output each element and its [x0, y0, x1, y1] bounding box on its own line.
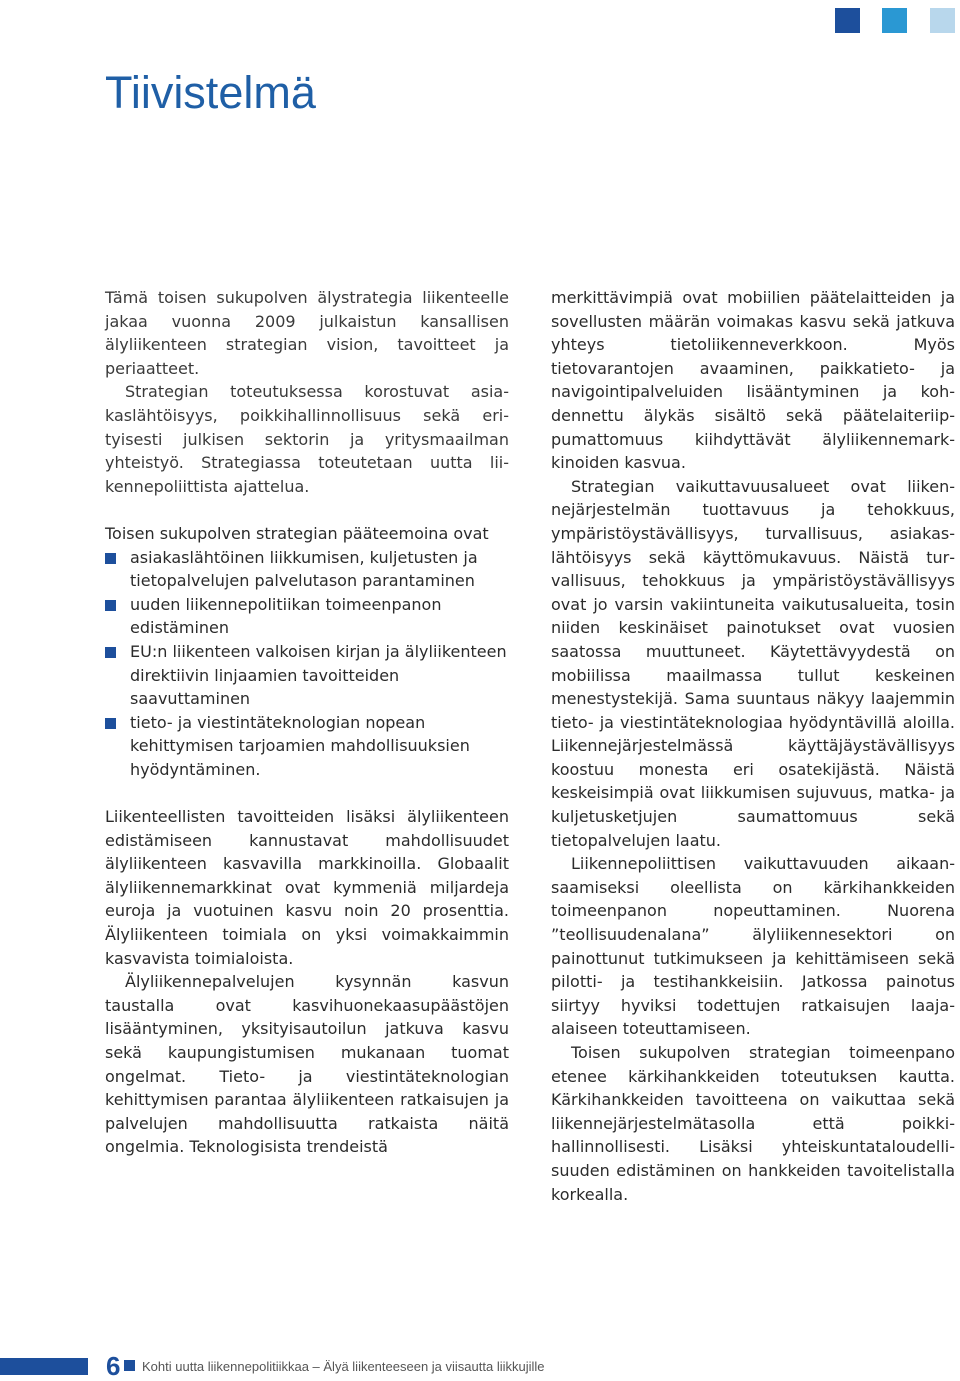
- list-item-text: tieto- ja viestintäteknologian nopean kehittymisen tarjoamien mahdollisuuksien hyödyntäminen.: [130, 712, 470, 779]
- right-paragraph-1: merkittävimpiä ovat mobiilien päätelaitteiden ja sovellusten määrän voimakas kasvu sekä jatkuva yhteys tietoliikenneverkkoon. Myös tietovarantojen avaaminen, paikkatieto- ja navigointipalveluiden lisääntyminen ja kohdennettu älykäs sisältö sekä päätelaiteriippumattomuus kiihdyttävät älyliikennemarkkinoiden kasvua.: [551, 288, 955, 473]
- left-column: [105, 286, 509, 1159]
- corner-square-mid-blue: [882, 8, 907, 33]
- footer-bar: [0, 1358, 88, 1375]
- intro-paragraph-1: Tämä toisen sukupolven älystrategia liikenteelle jakaa vuonna 2009 julkaistun kansallisen älyliikenteen strategian vision, tavoitteet ja periaatteet.: [105, 288, 509, 378]
- list-item: [105, 546, 509, 593]
- page-title: Tiivistelmä: [105, 67, 316, 118]
- square-bullet-icon: [105, 553, 116, 564]
- list-item-text: asiakaslähtöinen liikkumisen, kuljetusten ja tietopalvelujen palvelutason parantaminen: [130, 547, 478, 591]
- list-item-text: uuden liikennepolitiikan toimeenpanon edistäminen: [130, 594, 442, 638]
- right-paragraph-2: Strategian vaikuttavuusalueet ovat liikennejärjestelmän tuottavuus ja tehokkuus, ympäristöystävällisyys, turvallisuus, asiakaslähtöisyys sekä käyttömukavuus. Näistä turvallisuus, tehokkuus ja ympäristöystävällisyys ovat jo varsin vakiintuneita vaikutusalueita, tosin niiden keskinäiset painotukset ovat vuosien saatossa muuttuneet. Käytettävyydestä on mobiilissa maailmassa tullut keskeinen menestystekijä. Sama suuntaus näkyy laajemmin tieto- ja viestintäteknologiaa hyödyntävillä aloilla. Liikennejärjestelmässä käyttäjäystävällisyys koostuu monesta eri osatekijästä. Näistä keskeisimpiä ovat liikkumisen sujuvuus, matka- ja kuljetusketjujen saumattomuus sekä tietopalvelujen laatu.: [551, 476, 955, 850]
- intro-paragraph-2: Strategian toteutuksessa korostuvat asiakaslähtöisyys, poikkihallinnollisuus sekä erityisesti julkisen sektorin ja yritysmaailman yhteistyö. Strategiassa toteutetaan uutta liikennepoliittista ajattelua.: [105, 382, 509, 496]
- right-paragraph-4: Toisen sukupolven strategian toimeenpano etenee kärkihankkeiden toteutuksen kautta. Kärkihankkeiden tavoitteena on vaikuttaa sekä liikennejärjestelmätasolla että poikkihallinnollisesti. Lisäksi yhteiskuntataloudellisuuden edistäminen on hankkeiden tavoitelistalla korkealla.: [551, 1043, 955, 1204]
- right-column: [551, 286, 955, 1206]
- running-footer: Kohti uutta liikennepolitiikkaa – Älyä liikenteeseen ja viisautta liikkujille: [142, 1359, 545, 1374]
- corner-square-dark-blue: [835, 8, 860, 33]
- square-bullet-icon: [105, 718, 116, 729]
- footer-square-icon: [124, 1360, 135, 1371]
- square-bullet-icon: [105, 647, 116, 658]
- right-paragraph-3: Liikennepoliittisen vaikuttavuuden aikaansaamiseksi oleellista on kärkihankkeiden toimeenpanon nopeuttaminen. Nuorena ”teollisuudenalana” älyliikennesektori on painottunut tutkimukseen ja kehittämiseen sekä pilotti- ja testihankkeisiin. Jatkossa painotus siirtyy hyviksi todettujen ratkaisujen laaja-alaiseen toteuttamiseen.: [551, 854, 955, 1039]
- body-paragraph-2: Älyliikennepalvelujen kysynnän kasvun taustalla ovat kasvihuonekaasupäästöjen lisääntyminen, yksityisautoilun jatkuva kasvu sekä kaupungistumisen mukanaan tuomat ongelmat. Tieto- ja viestintäteknologian kehittymisen parantaa älyliikenteen ratkaisujen ja palvelujen mahdollisuutta ratkaista näitä ongelmia. Teknologisista trendeistä: [105, 972, 509, 1157]
- list-item: [105, 593, 509, 640]
- body-paragraph-1: Liikenteellisten tavoitteiden lisäksi älyliikenteen edistämiseen kannustavat mahdollisuudet älyliikenteen kasvavilla markkinoilla. Globaalit älyliikennemarkkinat ovat kymmeniä miljardeja euroja ja vuotuinen kasvu noin 20 prosenttia. Älyliikenteen toimiala on yksi voimakkaimmin kasvavista toimialoista.: [105, 807, 509, 968]
- page-number: 6: [106, 1351, 121, 1381]
- square-bullet-icon: [105, 600, 116, 611]
- list-item-text: EU:n liikenteen valkoisen kirjan ja älyliikenteen direktiivin linjaamien tavoitteiden saavuttaminen: [130, 641, 507, 709]
- list-item: [105, 640, 509, 711]
- list-item: [105, 711, 509, 782]
- corner-square-light-blue: [930, 8, 955, 33]
- themes-list: [105, 546, 509, 782]
- themes-intro: Toisen sukupolven strategian pääteemoina ovat: [105, 523, 489, 543]
